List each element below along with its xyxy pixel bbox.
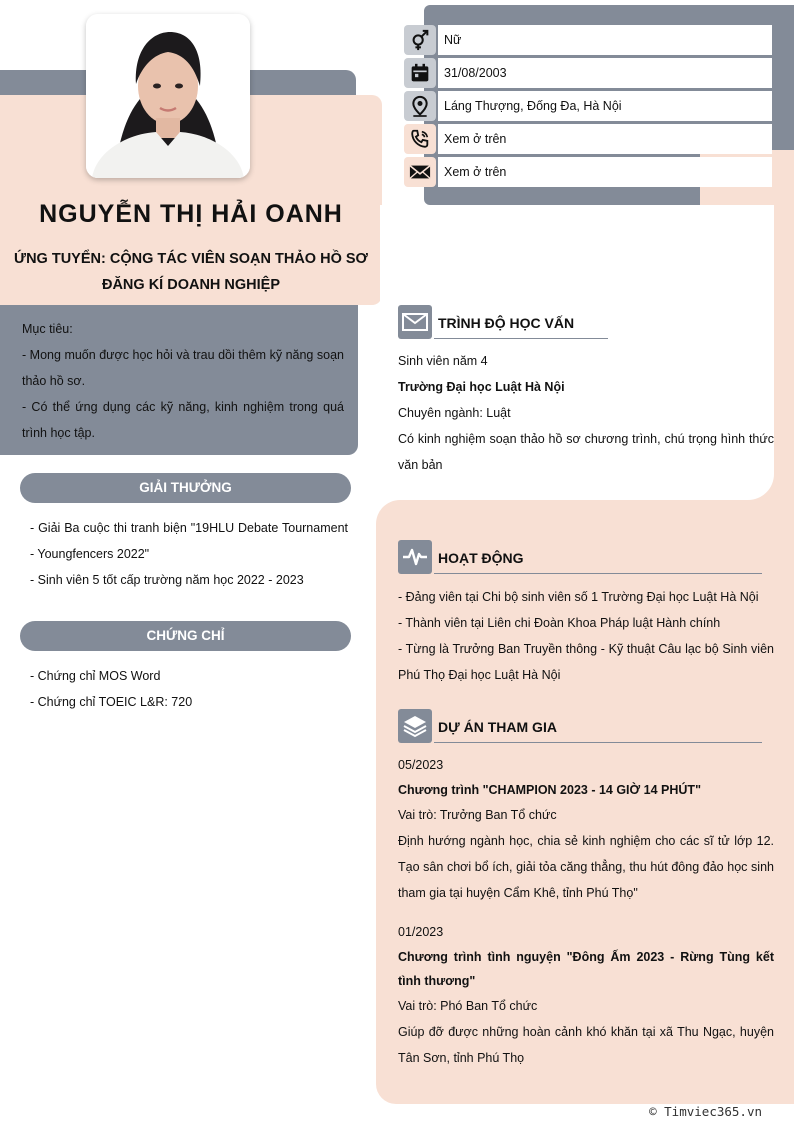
education-title: TRÌNH ĐỘ HỌC VẤN bbox=[438, 315, 575, 331]
list-item: - Chứng chỉ TOEIC L&R: 720 bbox=[30, 695, 193, 709]
footer-watermark: © Timviec365.vn bbox=[649, 1104, 762, 1119]
awards-list bbox=[30, 515, 348, 593]
project-item bbox=[398, 752, 774, 906]
project-name: Chương trình tình nguyện "Đông Ấm 2023 - Rừng Tùng kết tình thương" bbox=[398, 950, 774, 988]
contact-phone bbox=[404, 124, 772, 154]
gender-value: Nữ bbox=[438, 25, 772, 55]
certificates-list bbox=[30, 663, 348, 715]
project-date: 01/2023 bbox=[398, 925, 444, 939]
location-icon bbox=[404, 91, 436, 121]
activities-title: HOẠT ĐỘNG bbox=[438, 550, 524, 566]
calendar-icon bbox=[404, 58, 436, 88]
projects-title: DỰ ÁN THAM GIA bbox=[438, 719, 557, 735]
education-divider bbox=[434, 338, 608, 339]
contact-gender bbox=[404, 25, 772, 55]
project-description: Giúp đỡ được những hoàn cảnh khó khăn tại xã Thu Ngạc, huyện Tân Sơn, tỉnh Phú Thọ bbox=[398, 1025, 774, 1065]
applied-position-line2: ĐĂNG KÍ DOANH NGHIỆP bbox=[101, 277, 281, 293]
gender-icon bbox=[404, 25, 436, 55]
education-major: Chuyên ngành: Luật bbox=[398, 406, 511, 420]
activities-list bbox=[398, 584, 774, 688]
list-item: - Đảng viên tại Chi bộ sinh viên số 1 Trường Đại học Luật Hà Nội bbox=[398, 590, 759, 604]
applied-position bbox=[14, 246, 368, 298]
envelope-icon bbox=[398, 305, 432, 339]
list-item: - Từng là Trưởng Ban Truyền thông - Kỹ thuật Câu lạc bộ Sinh viên Phú Thọ Đại học Luật Hà Nội bbox=[398, 642, 774, 682]
activity-pulse-icon bbox=[398, 540, 432, 574]
awards-header: GIẢI THƯỞNG bbox=[20, 473, 351, 503]
phone-value: Xem ở trên bbox=[438, 124, 772, 154]
project-date: 05/2023 bbox=[398, 758, 444, 772]
list-item: - Sinh viên 5 tốt cấp trường năm học 2022 - 2023 bbox=[30, 573, 304, 587]
candidate-name: NGUYỄN THỊ HẢI OANH bbox=[39, 200, 343, 228]
project-name: Chương trình "CHAMPION 2023 - 14 GIỜ 14 PHÚT" bbox=[398, 783, 701, 797]
activities-divider bbox=[434, 573, 762, 574]
applied-position-line1: ỨNG TUYỂN: CỘNG TÁC VIÊN SOẠN THẢO HỒ SƠ bbox=[14, 251, 368, 267]
portrait-image bbox=[86, 14, 250, 178]
objective-title: Mục tiêu: bbox=[22, 322, 73, 336]
project-role: Vai trò: Trưởng Ban Tổ chức bbox=[398, 808, 557, 822]
contact-address bbox=[404, 91, 772, 121]
objective-line-2: - Có thể ứng dụng các kỹ năng, kinh nghiệm trong quá trình học tập. bbox=[22, 400, 344, 440]
email-icon bbox=[404, 157, 436, 187]
career-objective bbox=[22, 316, 344, 446]
profile-photo bbox=[86, 14, 250, 178]
phone-icon bbox=[404, 124, 436, 154]
list-item: - Giải Ba cuộc thi tranh biện "19HLU Debate Tournament - Youngfencers 2022" bbox=[30, 521, 348, 561]
certificates-header: CHỨNG CHỈ bbox=[20, 621, 351, 651]
list-item: - Thành viên tại Liên chi Đoàn Khoa Pháp luật Hành chính bbox=[398, 616, 721, 630]
project-description: Định hướng ngành học, chia sẻ kinh nghiệm cho các sĩ tử lớp 12. Tạo sân chơi bổ ích, giải tỏa căng thẳng, thu hút đông đảo học sinh tham gia tại huyện Cẩm Khê, tỉnh Phú Thọ" bbox=[398, 834, 774, 900]
objective-line-1: - Mong muốn được học hỏi và trau dồi thêm kỹ năng soạn thảo hồ sơ. bbox=[22, 348, 344, 388]
email-value: Xem ở trên bbox=[438, 157, 772, 187]
project-item bbox=[398, 919, 774, 1071]
education-school: Trường Đại học Luật Hà Nội bbox=[398, 380, 565, 394]
dob-value: 31/08/2003 bbox=[438, 58, 772, 88]
project-role: Vai trò: Phó Ban Tổ chức bbox=[398, 999, 538, 1013]
layers-icon bbox=[398, 709, 432, 743]
address-value: Láng Thượng, Đống Đa, Hà Nội bbox=[438, 91, 772, 121]
education-note: Có kinh nghiệm soạn thảo hồ sơ chương trình, chú trọng hình thức văn bản bbox=[398, 432, 774, 472]
education-content bbox=[398, 348, 774, 478]
contact-email bbox=[404, 157, 772, 187]
contact-dob bbox=[404, 58, 772, 88]
education-year: Sinh viên năm 4 bbox=[398, 354, 488, 368]
projects-divider bbox=[434, 742, 762, 743]
list-item: - Chứng chỉ MOS Word bbox=[30, 669, 161, 683]
